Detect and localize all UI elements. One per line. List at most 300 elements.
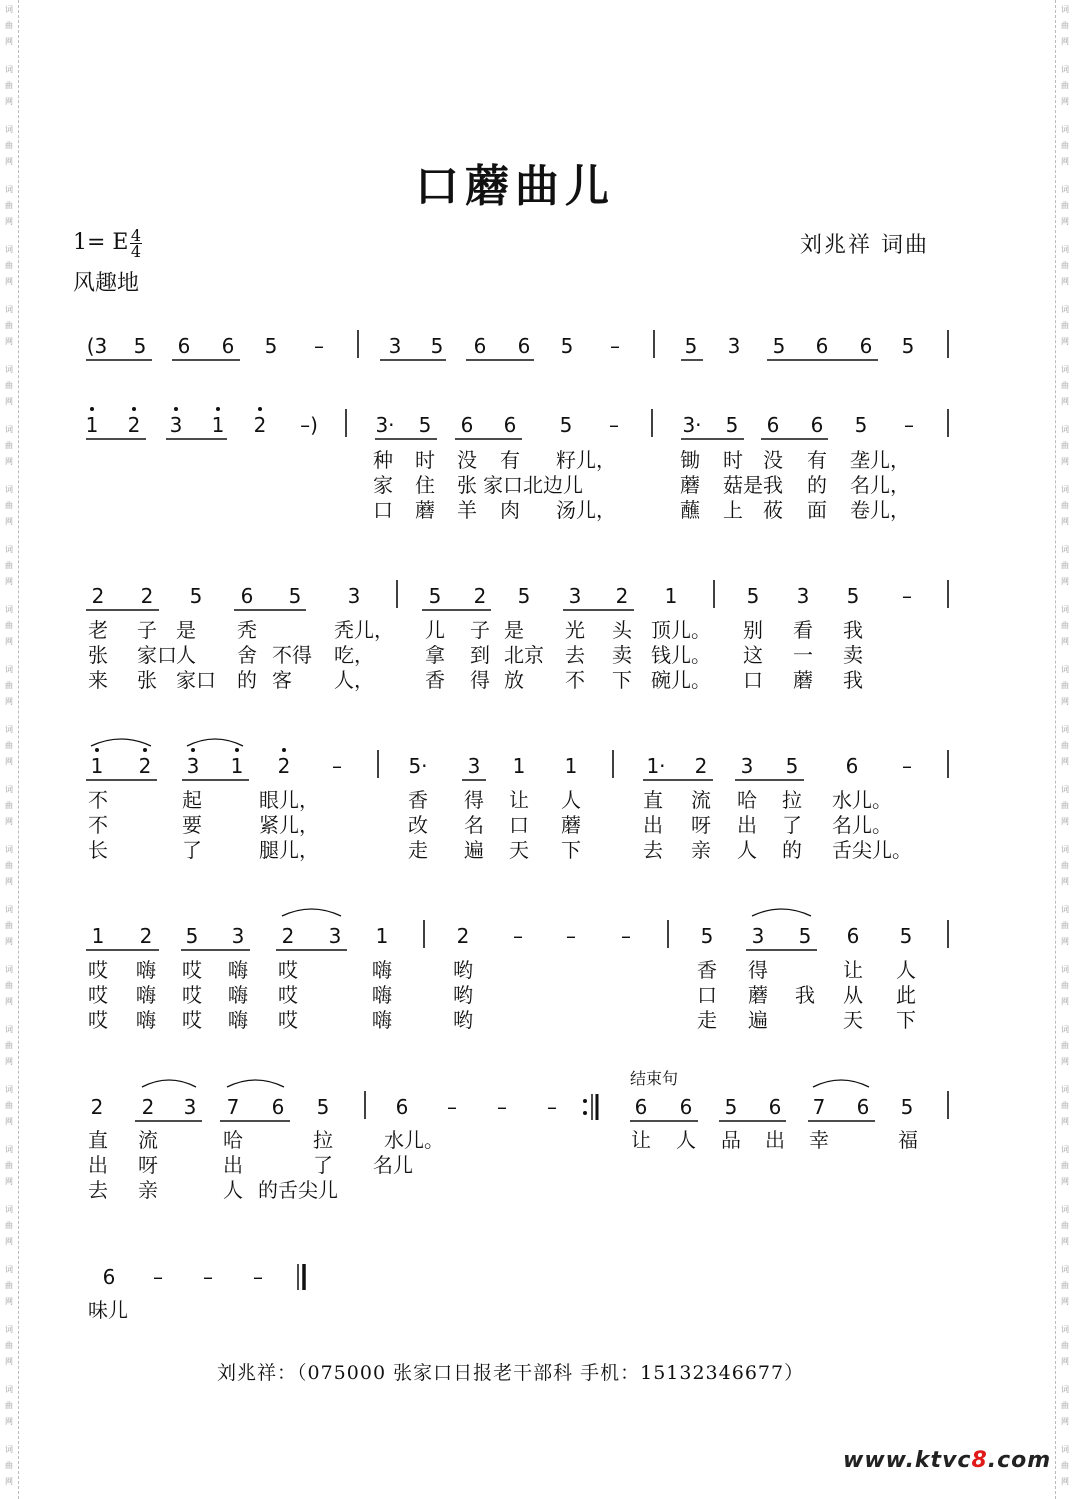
watermark-char: 词 — [5, 365, 13, 374]
lyric-syllable: 舍 — [237, 643, 257, 667]
watermark-char: 词 — [1061, 1325, 1069, 1334]
lyric-syllable: 没 — [457, 448, 477, 472]
note: 1 — [664, 584, 678, 608]
lyric-syllable: 客 — [272, 668, 292, 692]
watermark-char: 曲 — [5, 1221, 13, 1230]
note: 3 — [388, 334, 402, 358]
watermark-char: 词 — [5, 905, 13, 914]
note: 2 — [138, 754, 152, 778]
lyric-syllable: 呀 — [691, 813, 711, 837]
lyric-syllable: 我 — [763, 473, 783, 497]
lyric-syllable: 出 — [765, 1128, 785, 1152]
note: 5 — [684, 334, 698, 358]
note: 5 — [899, 924, 913, 948]
lyric-syllable: 嗨 — [372, 1008, 392, 1032]
watermark-char: 网 — [1061, 757, 1069, 766]
watermark-char: 曲 — [1061, 1161, 1069, 1170]
watermark-char: 曲 — [5, 81, 13, 90]
time-signature-top: 4 — [130, 226, 142, 245]
lyric-syllable: 垄儿， — [850, 448, 910, 472]
watermark-char: 曲 — [5, 561, 13, 570]
watermark-char: 网 — [1061, 1177, 1069, 1186]
watermark-char: 曲 — [5, 1461, 13, 1470]
lyric-syllable: 人 — [737, 838, 757, 862]
watermark-char: 曲 — [5, 1341, 13, 1350]
watermark-char: 曲 — [1061, 1401, 1069, 1410]
note: 5 — [785, 754, 799, 778]
lyric-syllable: 不 — [88, 813, 108, 837]
watermark-char: 网 — [5, 1297, 13, 1306]
watermark-char: 网 — [1061, 1477, 1069, 1486]
note: – — [497, 1095, 507, 1119]
watermark-char: 曲 — [1061, 681, 1069, 690]
lyric-syllable: 遍 — [464, 838, 484, 862]
lyric-syllable: 家口北边儿 — [483, 473, 583, 497]
lyric-syllable: 家口 — [137, 643, 177, 667]
lyric-syllable: 流 — [138, 1128, 158, 1152]
lyric-syllable: 哈 — [737, 788, 757, 812]
watermark-char: 词 — [5, 305, 13, 314]
note: 5 — [746, 584, 760, 608]
watermark-char: 曲 — [1061, 981, 1069, 990]
lyric-syllable: 北京 — [504, 643, 544, 667]
lyric-syllable: 光 — [565, 618, 585, 642]
lyric-syllable: 菇是 — [723, 473, 763, 497]
note: 5 — [798, 924, 812, 948]
lyric-syllable: 时 — [415, 448, 435, 472]
lyric-syllable: 福 — [898, 1128, 918, 1152]
watermark-char: 网 — [5, 1477, 13, 1486]
lyric-syllable: 哎 — [182, 983, 202, 1007]
lyric-syllable: 去 — [88, 1178, 108, 1202]
note: 6 — [395, 1095, 409, 1119]
note: 3 — [347, 584, 361, 608]
watermark-char: 网 — [5, 877, 13, 886]
watermark-char: 词 — [5, 1085, 13, 1094]
watermark-char: 曲 — [1061, 21, 1069, 30]
slur — [813, 1080, 869, 1087]
watermark-char: 曲 — [5, 1101, 13, 1110]
note: 2 — [141, 1095, 155, 1119]
watermark-char: 网 — [5, 1357, 13, 1366]
lyric-syllable: 锄 — [680, 448, 700, 472]
watermark-char: 曲 — [1061, 561, 1069, 570]
lyric-syllable: 口 — [373, 498, 393, 522]
lyric-syllable: 肉 — [500, 498, 520, 522]
lyric-syllable: 名儿， — [850, 473, 910, 497]
author-credit: 刘兆祥 词曲 — [800, 233, 929, 258]
lyric-syllable: 人 — [223, 1178, 243, 1202]
watermark-char: 网 — [5, 817, 13, 826]
lyric-syllable: 嗨 — [136, 958, 156, 982]
lyric-syllable: 这 — [743, 643, 763, 667]
watermark-char: 曲 — [5, 981, 13, 990]
watermark-char: 网 — [1061, 997, 1069, 1006]
octave-dot — [216, 407, 220, 411]
lyric-syllable: 汤儿， — [556, 498, 616, 522]
note: 6 — [815, 334, 829, 358]
note: 6 — [177, 334, 191, 358]
note: 5 — [264, 334, 278, 358]
watermark-char: 网 — [1061, 397, 1069, 406]
note: 2 — [281, 924, 295, 948]
note: 2 — [140, 584, 154, 608]
lyric-syllable: 有 — [807, 448, 827, 472]
lyric-syllable: 下 — [612, 668, 632, 692]
watermark-char: 词 — [1061, 725, 1069, 734]
lyric-syllable: 卖 — [612, 643, 632, 667]
watermark-char: 曲 — [5, 861, 13, 870]
lyric-syllable: 时 — [723, 448, 743, 472]
lyric-syllable: 出 — [88, 1153, 108, 1177]
watermark-char: 词 — [1061, 1025, 1069, 1034]
watermark-char: 网 — [1061, 157, 1069, 166]
watermark-char: 曲 — [1061, 1281, 1069, 1290]
lyric-syllable: 人， — [334, 668, 374, 692]
watermark-char: 词 — [5, 185, 13, 194]
lyric-syllable: 秃 — [237, 618, 257, 642]
note: 2 — [277, 754, 291, 778]
note: – — [609, 413, 619, 437]
lyric-syllable: 哎 — [88, 1008, 108, 1032]
lyric-syllable: 得 — [748, 958, 768, 982]
slur — [752, 909, 811, 916]
note: 1 — [564, 754, 578, 778]
watermark-char: 曲 — [1061, 1041, 1069, 1050]
octave-dot — [95, 748, 99, 752]
lyric-syllable: 顶儿。 — [651, 618, 711, 642]
lyric-syllable: 蘑 — [793, 668, 813, 692]
note: – — [314, 334, 324, 358]
watermark-char: 词 — [1061, 545, 1069, 554]
website-watermark — [843, 1448, 1051, 1473]
watermark-char: 网 — [1061, 457, 1069, 466]
lyric-syllable: 长 — [88, 838, 108, 862]
tempo-marking: 风趣地 — [73, 271, 140, 296]
lyric-syllable: 住 — [415, 473, 435, 497]
note: – — [902, 754, 912, 778]
note: 3 — [467, 754, 481, 778]
note: 2 — [456, 924, 470, 948]
lyric-syllable: 出 — [223, 1153, 243, 1177]
watermark-char: 网 — [5, 757, 13, 766]
note: 6 — [271, 1095, 285, 1119]
lyric-syllable: 香 — [425, 668, 445, 692]
note: 6 — [768, 1095, 782, 1119]
watermark-char: 曲 — [5, 741, 13, 750]
lyric-syllable: 亲 — [138, 1178, 158, 1202]
watermark-char: 曲 — [5, 441, 13, 450]
lyric-syllable: 直 — [643, 788, 663, 812]
key-signature: 1= E — [73, 230, 129, 255]
note: 1 — [512, 754, 526, 778]
note: 3 — [186, 754, 200, 778]
watermark-char: 网 — [5, 337, 13, 346]
watermark-char: 词 — [1061, 65, 1069, 74]
lyric-syllable: 人 — [176, 643, 196, 667]
note: 6 — [503, 413, 517, 437]
lyric-syllable: 老 — [88, 618, 108, 642]
note: 2 — [91, 584, 105, 608]
note: – — [513, 924, 523, 948]
lyric-syllable: 紧儿， — [259, 813, 319, 837]
note: –) — [300, 413, 318, 437]
slur — [91, 739, 151, 746]
note: 6 — [517, 334, 531, 358]
lyric-syllable: 名儿。 — [832, 813, 892, 837]
watermark-char: 网 — [5, 1417, 13, 1426]
lyric-syllable: 哈 — [223, 1128, 243, 1152]
note: 2 — [90, 1095, 104, 1119]
watermark-char: 网 — [1061, 1057, 1069, 1066]
note: 6 — [240, 584, 254, 608]
note: 2 — [694, 754, 708, 778]
lyric-syllable: 此 — [896, 983, 916, 1007]
note: 6 — [221, 334, 235, 358]
note: 3 — [183, 1095, 197, 1119]
lyric-syllable: 来 — [88, 668, 108, 692]
watermark-char: 网 — [1061, 1297, 1069, 1306]
watermark-char: 词 — [1061, 605, 1069, 614]
watermark-char: 曲 — [5, 1041, 13, 1050]
watermark-char: 词 — [5, 1025, 13, 1034]
note: 5 — [418, 413, 432, 437]
lyric-syllable: 到 — [470, 643, 490, 667]
note: 6 — [460, 413, 474, 437]
lyric-syllable: 哟 — [453, 1008, 473, 1032]
watermark-char: 词 — [5, 485, 13, 494]
note: 2 — [473, 584, 487, 608]
watermark-char: 曲 — [5, 381, 13, 390]
watermark-char: 网 — [5, 157, 13, 166]
note: 6 — [473, 334, 487, 358]
watermark-char: 词 — [5, 5, 13, 14]
watermark-char: 网 — [1061, 337, 1069, 346]
lyric-syllable: 口 — [743, 668, 763, 692]
lyric-syllable: 下 — [896, 1008, 916, 1032]
lyric-syllable: 的舌尖儿 — [258, 1178, 338, 1202]
octave-dot — [282, 748, 286, 752]
lyric-syllable: 别 — [743, 618, 763, 642]
lyric-syllable: 的 — [782, 838, 802, 862]
watermark-char: 网 — [5, 37, 13, 46]
lyric-syllable: 人 — [896, 958, 916, 982]
note: 3 — [796, 584, 810, 608]
watermark-char: 网 — [5, 637, 13, 646]
note: 1 — [85, 413, 99, 437]
lyric-syllable: 的 — [807, 473, 827, 497]
lyric-syllable: 张 — [137, 668, 157, 692]
watermark-char: 词 — [5, 125, 13, 134]
watermark-char: 词 — [5, 845, 13, 854]
watermark-char: 曲 — [1061, 501, 1069, 510]
lyric-syllable: 家口 — [176, 668, 216, 692]
note: 6 — [846, 924, 860, 948]
lyric-syllable: 哎 — [182, 958, 202, 982]
lyric-syllable: 去 — [643, 838, 663, 862]
note: – — [203, 1265, 213, 1289]
watermark-char: 词 — [5, 605, 13, 614]
note: 5 — [901, 334, 915, 358]
watermark-char: 曲 — [1061, 1461, 1069, 1470]
lyric-syllable: 哟 — [453, 958, 473, 982]
lyric-syllable: 是 — [504, 618, 524, 642]
watermark-char: 曲 — [1061, 141, 1069, 150]
lyric-syllable: 一 — [793, 643, 813, 667]
watermark-char: 词 — [1061, 905, 1069, 914]
watermark-char: 词 — [1061, 1445, 1069, 1454]
lyric-syllable: 出 — [643, 813, 663, 837]
note: 3 — [169, 413, 183, 437]
note: 5 — [133, 334, 147, 358]
watermark-char: 曲 — [5, 21, 13, 30]
lyric-syllable: 从 — [843, 983, 863, 1007]
note: 2 — [139, 924, 153, 948]
watermark-char: 词 — [5, 1145, 13, 1154]
watermark-char: 网 — [1061, 37, 1069, 46]
slur — [187, 739, 243, 746]
watermark-char: 曲 — [5, 141, 13, 150]
watermark-char: 网 — [1061, 637, 1069, 646]
lyric-syllable: 哎 — [278, 983, 298, 1007]
note: 3 — [328, 924, 342, 948]
watermark-char: 曲 — [1061, 201, 1069, 210]
watermark-char: 网 — [5, 577, 13, 586]
watermark-char: 网 — [5, 937, 13, 946]
note: 5 — [900, 1095, 914, 1119]
octave-dot — [132, 407, 136, 411]
note: 6 — [634, 1095, 648, 1119]
watermark-char: 网 — [5, 1177, 13, 1186]
note: 5 — [430, 334, 444, 358]
lyric-syllable: 嗨 — [136, 1008, 156, 1032]
note: 5 — [316, 1095, 330, 1119]
watermark-char: 曲 — [5, 801, 13, 810]
watermark-char: 词 — [5, 785, 13, 794]
note: – — [566, 924, 576, 948]
watermark-char: 词 — [1061, 1145, 1069, 1154]
octave-dot — [235, 748, 239, 752]
lyric-syllable: 种 — [373, 448, 393, 472]
lyric-syllable: 不 — [88, 788, 108, 812]
lyric-syllable: 嗨 — [372, 958, 392, 982]
lyric-syllable: 没 — [763, 448, 783, 472]
lyric-syllable: 嗨 — [228, 983, 248, 1007]
lyric-syllable: 改 — [408, 813, 428, 837]
note: – — [253, 1265, 263, 1289]
lyric-syllable: 去 — [565, 643, 585, 667]
lyric-syllable: 蘑 — [561, 813, 581, 837]
watermark-char: 词 — [1061, 665, 1069, 674]
note: 5 — [559, 413, 573, 437]
watermark-char: 网 — [5, 217, 13, 226]
lyric-syllable: 儿 — [425, 618, 445, 642]
watermark-char: 网 — [1061, 577, 1069, 586]
lyric-syllable: 腿儿， — [259, 838, 319, 862]
lyric-syllable: 不 — [565, 668, 585, 692]
lyric-syllable: 哟 — [453, 983, 473, 1007]
watermark-char: 词 — [5, 1265, 13, 1274]
lyric-syllable: 我 — [843, 618, 863, 642]
note: – — [621, 924, 631, 948]
note: 5 — [560, 334, 574, 358]
watermark-char: 曲 — [5, 681, 13, 690]
lyric-syllable: 我 — [843, 668, 863, 692]
lyric-syllable: 卖 — [843, 643, 863, 667]
note: – — [904, 413, 914, 437]
note: 5 — [428, 584, 442, 608]
note: 1· — [646, 754, 666, 778]
note: 5· — [408, 754, 428, 778]
watermark-char: 曲 — [1061, 861, 1069, 870]
note: 2 — [615, 584, 629, 608]
watermark-char: 词 — [1061, 485, 1069, 494]
lyric-syllable: 钱儿。 — [651, 643, 711, 667]
lyric-syllable: 蘑 — [415, 498, 435, 522]
lyric-syllable: 拉 — [313, 1128, 333, 1152]
watermark-char: 词 — [1061, 185, 1069, 194]
website-suffix: .com — [987, 1448, 1052, 1473]
watermark-char: 网 — [1061, 1357, 1069, 1366]
lyric-syllable: 走 — [697, 1008, 717, 1032]
lyric-syllable: 拉 — [782, 788, 802, 812]
lyric-syllable: 上 — [723, 498, 743, 522]
watermark-char: 曲 — [5, 201, 13, 210]
ending-label: 结束句 — [630, 1069, 679, 1088]
watermark-char: 词 — [1061, 245, 1069, 254]
lyric-syllable: 是 — [176, 618, 196, 642]
note: 1 — [90, 754, 104, 778]
lyric-syllable: 我 — [795, 983, 815, 1007]
slur — [142, 1080, 196, 1087]
watermark-char: 网 — [1061, 1117, 1069, 1126]
lyric-syllable: 得 — [464, 788, 484, 812]
watermark-char: 网 — [5, 397, 13, 406]
watermark-char: 词 — [1061, 365, 1069, 374]
watermark-char: 网 — [1061, 877, 1069, 886]
note: 6 — [766, 413, 780, 437]
lyric-syllable: 眼儿， — [259, 788, 319, 812]
watermark-char: 词 — [1061, 785, 1069, 794]
watermark-char: 网 — [5, 517, 13, 526]
lyric-syllable: 哎 — [278, 958, 298, 982]
note: 3 — [568, 584, 582, 608]
lyric-syllable: 让 — [509, 788, 529, 812]
watermark-char: 词 — [5, 1325, 13, 1334]
watermark-char: 网 — [5, 997, 13, 1006]
lyric-syllable: 张 — [457, 473, 477, 497]
watermark-char: 网 — [1061, 517, 1069, 526]
note: 5 — [846, 584, 860, 608]
note: 6 — [810, 413, 824, 437]
watermark-char: 网 — [1061, 217, 1069, 226]
watermark-char: 曲 — [1061, 1221, 1069, 1230]
lyric-syllable: 人 — [676, 1128, 696, 1152]
note: 7 — [226, 1095, 240, 1119]
watermark-char: 词 — [1061, 965, 1069, 974]
lyric-syllable: 香 — [408, 788, 428, 812]
watermark-char: 词 — [5, 1205, 13, 1214]
lyric-syllable: 让 — [843, 958, 863, 982]
lyric-syllable: 莜 — [763, 498, 783, 522]
lyric-syllable: 子 — [470, 618, 490, 642]
watermark-char: 曲 — [1061, 741, 1069, 750]
watermark-char: 词 — [1061, 305, 1069, 314]
octave-dot — [191, 748, 195, 752]
lyric-syllable: 了 — [182, 838, 202, 862]
note: 1 — [375, 924, 389, 948]
note: – — [610, 334, 620, 358]
